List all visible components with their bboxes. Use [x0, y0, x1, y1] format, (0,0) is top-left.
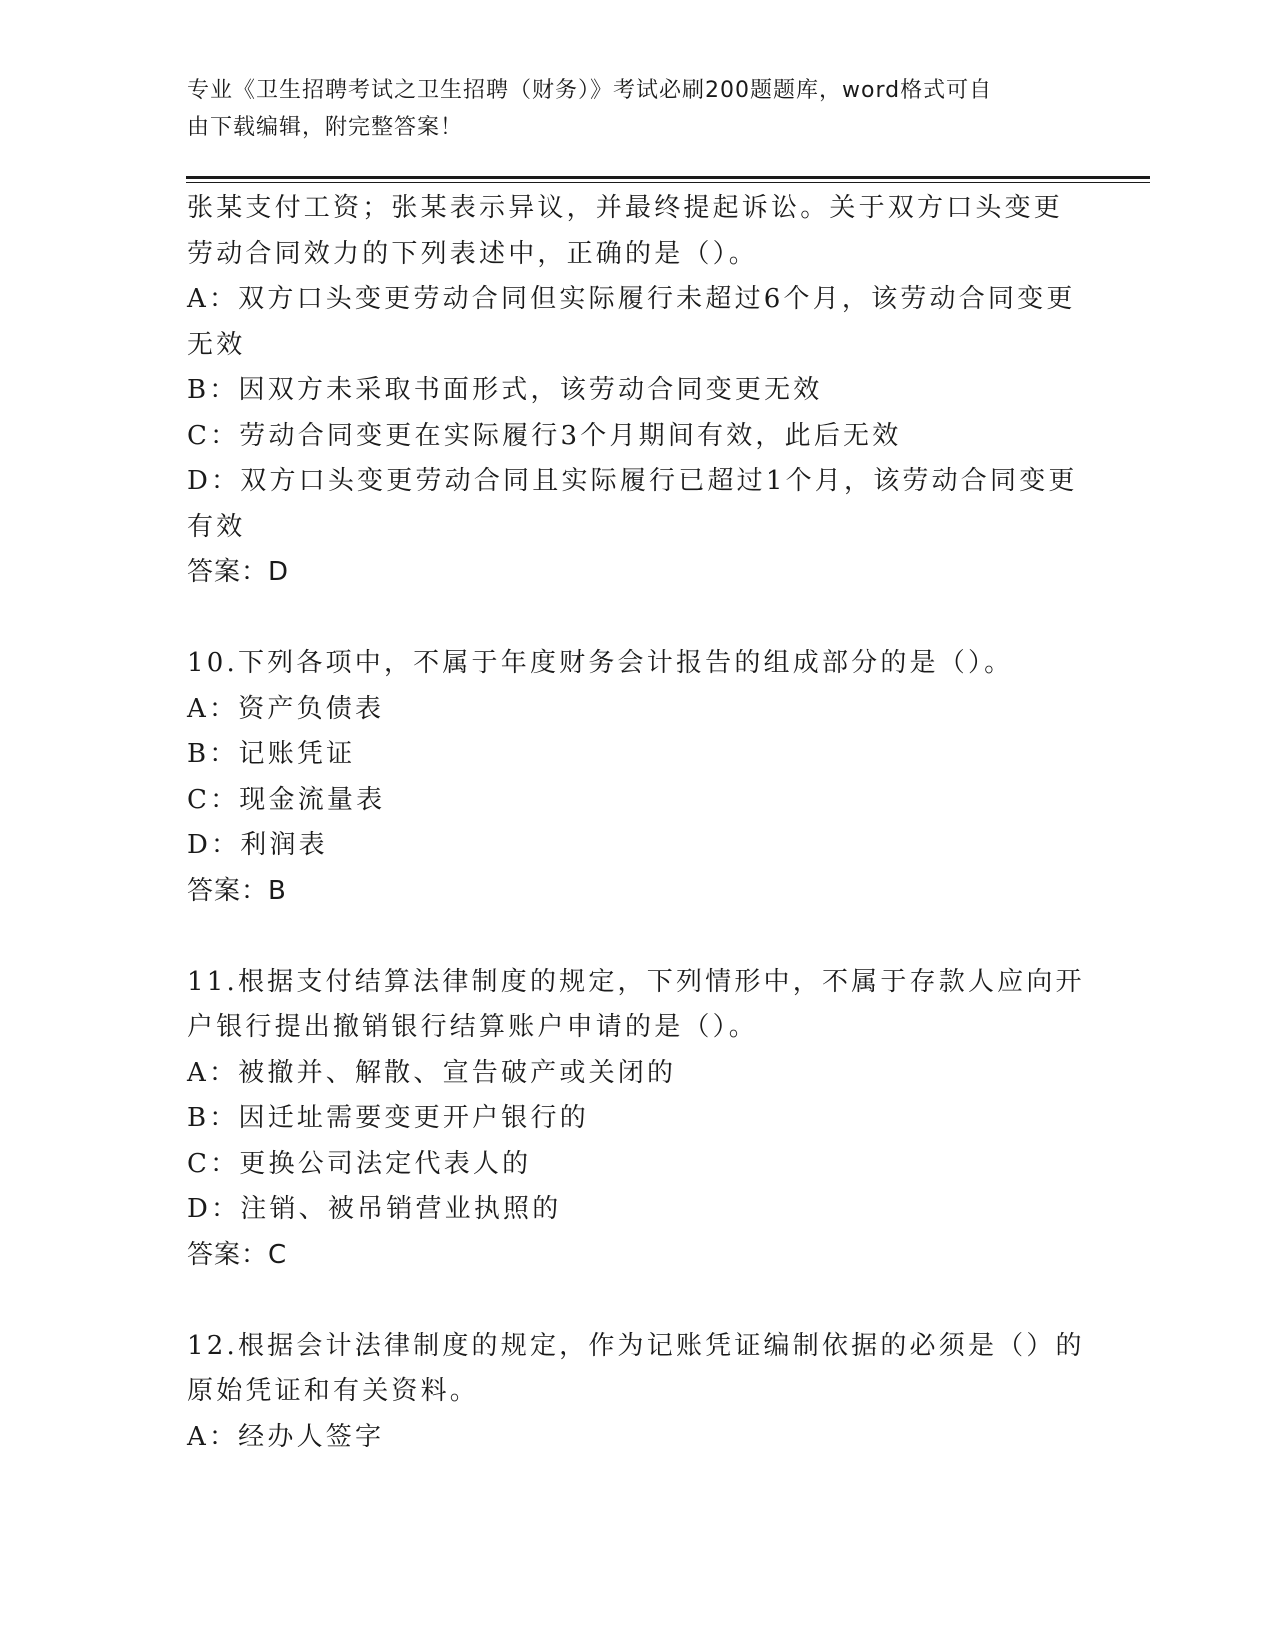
- question-stem-line: 劳动合同效力的下列表述中，正确的是（）。: [187, 238, 759, 269]
- option-a-continued: 无效: [187, 329, 246, 360]
- option-c: C：更换公司法定代表人的: [187, 1148, 532, 1179]
- option-c: C：现金流量表: [187, 784, 386, 815]
- question-stem-line: 10.下列各项中，不属于年度财务会计报告的组成部分的是（）。: [187, 648, 1014, 678]
- answer-label: 答案：D: [187, 557, 290, 587]
- document-header: [187, 72, 1067, 146]
- option-c: C：劳动合同变更在实际履行3个月期间有效，此后无效: [187, 420, 902, 451]
- question-stem-line: 12.根据会计法律制度的规定，作为记账凭证编制依据的必须是（）的: [187, 1330, 1085, 1361]
- question-spacer: [187, 1278, 1067, 1324]
- answer-label: 答案：C: [187, 1239, 288, 1270]
- header-rule-thick: [186, 176, 1150, 179]
- question-12: [187, 1324, 1085, 1461]
- header-title-line-1: 专业《卫生招聘考试之卫生招聘（财务）》考试必刷200题题库，word格式可自: [187, 78, 993, 103]
- question-stem-line: 原始凭证和有关资料。: [187, 1376, 480, 1406]
- question-spacer: [187, 914, 1067, 960]
- option-d-continued: 有效: [187, 511, 246, 542]
- option-d: D：双方口头变更劳动合同且实际履行已超过1个月，该劳动合同变更: [187, 466, 1078, 496]
- header-rule-thin: [186, 182, 1150, 183]
- question-11: [187, 960, 1085, 1279]
- option-a: A：经办人签字: [187, 1421, 385, 1452]
- option-a: A：双方口头变更劳动合同但实际履行未超过6个月，该劳动合同变更: [187, 284, 1076, 314]
- question-10: [187, 641, 1067, 914]
- question-stem-line: 张某支付工资；张某表示异议，并最终提起诉讼。关于双方口头变更: [187, 193, 1064, 223]
- answer-label: 答案：B: [187, 875, 287, 906]
- question-stem-line: 户银行提出撤销银行结算账户申请的是（）。: [187, 1012, 759, 1042]
- header-title-line-2: 由下载编辑，附完整答案！: [187, 115, 464, 140]
- option-b: B：记账凭证: [187, 739, 356, 769]
- question-stem-line: 11.根据支付结算法律制度的规定，下列情形中，不属于存款人应向开: [187, 966, 1085, 997]
- option-a: A：被撤并、解散、宣告破产或关闭的: [187, 1057, 677, 1088]
- option-a: A：资产负债表: [187, 693, 385, 724]
- option-b: B：因迁址需要变更开户银行的: [187, 1103, 589, 1133]
- question-list: [187, 186, 1085, 1460]
- question-9: [187, 186, 1078, 596]
- option-d: D：利润表: [187, 830, 328, 860]
- option-d: D：注销、被吊销营业执照的: [187, 1194, 562, 1224]
- option-b: B：因双方未采取书面形式，该劳动合同变更无效: [187, 375, 823, 405]
- question-spacer: [187, 596, 1067, 642]
